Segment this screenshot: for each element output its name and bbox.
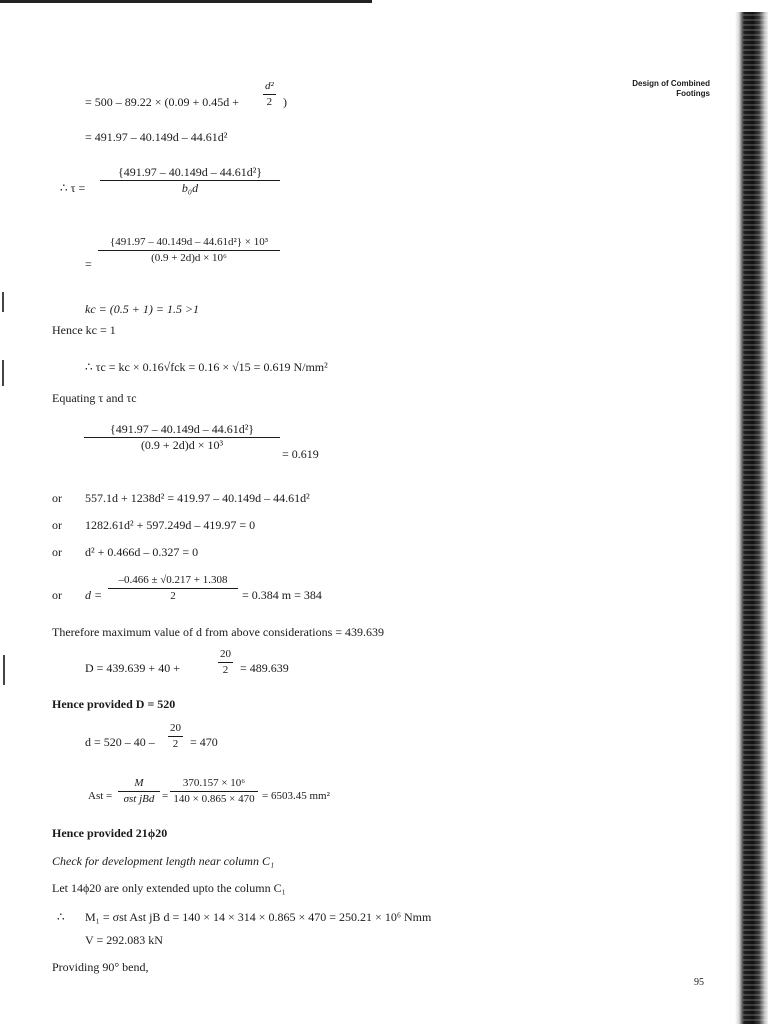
- eq13-label: or: [52, 588, 62, 602]
- eq17-right: = 470: [190, 735, 218, 749]
- page-number: 95: [694, 977, 704, 988]
- eq14: Therefore maximum value of d from above considerations = 439.639: [52, 625, 385, 639]
- eq13-prefix: d =: [85, 588, 103, 602]
- eq4-den: (0.9 + 2d)d × 10⁶: [151, 252, 227, 264]
- eq15-right: = 489.639: [240, 661, 289, 675]
- eq3-fraction: [100, 166, 280, 195]
- eq10: 557.1d + 1238d² = 419.97 – 40.149d – 44.61d²: [85, 491, 310, 505]
- eq17-num: 20: [170, 722, 181, 734]
- eq18-right: = 6503.45 mm²: [262, 790, 330, 802]
- eq1-frac-den: 2: [266, 96, 273, 108]
- eq12-label: or: [52, 545, 62, 559]
- eq4-prefix: =: [85, 257, 92, 271]
- eq16: Hence provided D = 520: [52, 697, 176, 711]
- eq22-prefix: ∴: [57, 910, 65, 924]
- eq3-prefix: ∴ τ =: [60, 181, 86, 195]
- eq18-num1: M: [134, 777, 144, 789]
- eq13-den: 2: [170, 590, 176, 602]
- eq4-fraction: [98, 236, 280, 265]
- eq1-left: = 500 – 89.22 × (0.09 + 0.45d +: [85, 95, 240, 109]
- scan-margin-mark: [2, 292, 4, 312]
- eq20: Check for development length near column C₁: [52, 854, 275, 868]
- scan-margin-mark: [2, 360, 4, 386]
- eq3-den: b₀d: [181, 181, 199, 195]
- eq15-num: 20: [220, 648, 231, 660]
- eq19: Hence provided 21ϕ20: [52, 826, 168, 840]
- eq22: M₁ = σst Ast jB d = 140 × 14 × 314 × 0.865 × 470 = 250.21 × 10⁶ Nmm: [85, 910, 432, 924]
- eq13-num: –0.466 ± √0.217 + 1.308: [118, 574, 228, 586]
- eq23: V = 292.083 kN: [85, 933, 163, 947]
- eq18-den1: σst jBd: [123, 793, 155, 805]
- eq15-left: D = 439.639 + 40 +: [85, 661, 180, 675]
- eq9-right: = 0.619: [282, 447, 319, 461]
- eq1-frac-num: d²: [265, 80, 274, 92]
- header-line-1: Design of Combined: [632, 79, 710, 88]
- eq3-num: {491.97 – 40.149d – 44.61d²}: [117, 165, 263, 179]
- eq1-fraction: [263, 80, 276, 109]
- header-line-2: Footings: [676, 89, 710, 98]
- eq7: ∴ τc = kc × 0.16√fck = 0.16 × √15 = 0.619 N/mm²: [85, 360, 328, 374]
- eq8: Equating τ and τc: [52, 391, 137, 405]
- eq17-fraction: [168, 722, 183, 751]
- eq9-den: (0.9 + 2d)d × 10³: [140, 438, 224, 452]
- eq12: d² + 0.466d – 0.327 = 0: [85, 545, 199, 559]
- eq9-fraction: [84, 423, 280, 452]
- eq6: Hence kc = 1: [52, 323, 116, 337]
- book-spine-texture: [743, 12, 768, 1024]
- eq11: 1282.61d² + 597.249d – 419.97 = 0: [85, 518, 256, 532]
- eq11-label: or: [52, 518, 62, 532]
- eq18-fraction-2: [170, 777, 258, 806]
- scan-margin-mark: [3, 655, 5, 685]
- eq18-left: Ast =: [88, 790, 113, 802]
- eq24: Providing 90° bend,: [52, 960, 149, 974]
- eq15-fraction: [218, 648, 233, 677]
- eq10-label: or: [52, 491, 62, 505]
- eq15-den: 2: [222, 664, 229, 676]
- eq4-num: {491.97 – 40.149d – 44.61d²} × 10³: [109, 236, 269, 248]
- eq21: Let 14ϕ20 are only extended upto the column C₁: [52, 881, 286, 895]
- top-rule: [0, 0, 372, 3]
- eq2: = 491.97 – 40.149d – 44.61d²: [85, 130, 228, 144]
- eq13-fraction: [108, 574, 238, 603]
- eq1-right: ): [283, 95, 287, 109]
- eq17-left: d = 520 – 40 –: [85, 735, 155, 749]
- eq13-right: = 0.384 m = 384: [242, 588, 322, 602]
- eq18-den2: 140 × 0.865 × 470: [173, 793, 255, 805]
- running-header: [632, 79, 710, 99]
- eq5: kc = (0.5 + 1) = 1.5 >1: [85, 302, 200, 316]
- eq18-num2: 370.157 × 10⁶: [182, 777, 246, 789]
- eq18-mid: =: [162, 790, 169, 802]
- eq17-den: 2: [172, 738, 179, 750]
- eq18-fraction-1: [118, 777, 160, 806]
- eq9-num: {491.97 – 40.149d – 44.61d²}: [109, 422, 255, 436]
